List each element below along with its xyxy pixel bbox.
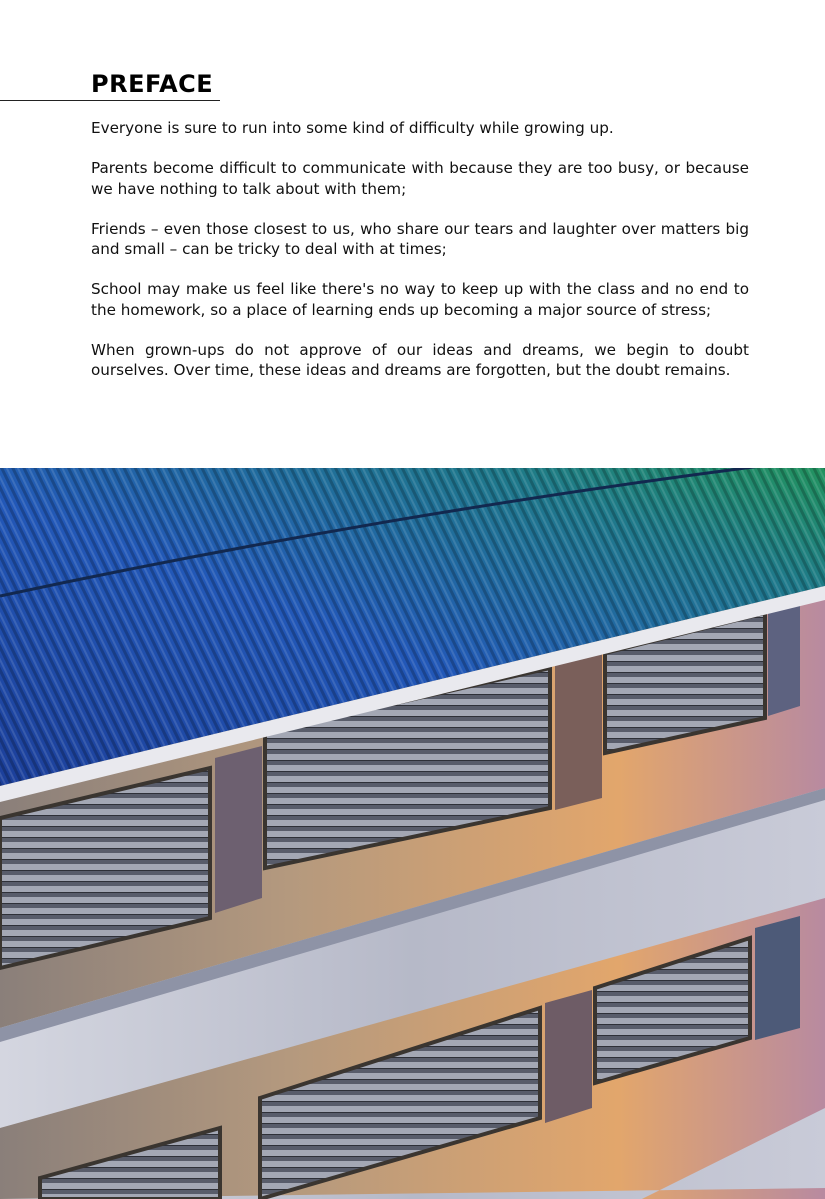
column xyxy=(545,990,592,1123)
illustration-svg xyxy=(0,468,825,1199)
school-building-illustration xyxy=(0,468,825,1199)
paragraph-5: When grown-ups do not approve of our ideas and dreams, we begin to doubt ourselves. Over time, these ideas and dreams are forgotten, but the doubt remains. xyxy=(91,341,749,380)
heading-block xyxy=(0,68,220,102)
column xyxy=(768,600,800,716)
paragraph-2: Parents become difficult to communicate with because they are too busy, or because we have nothing to talk about with them; xyxy=(91,159,749,198)
paragraph-3: Friends – even those closest to us, who share our tears and laughter over matters big and small – can be tricky to deal with at times; xyxy=(91,219,749,259)
column xyxy=(215,746,262,913)
preface-body xyxy=(91,118,749,401)
paragraph-4: School may make us feel like there's no way to keep up with the class and no end to the homework, so a place of learning ends up becoming a major source of stress; xyxy=(91,280,749,319)
column xyxy=(755,916,800,1040)
heading-underline xyxy=(0,100,220,101)
page-heading: PREFACE xyxy=(91,70,214,98)
paragraph-1: Everyone is sure to run into some kind of difficulty while growing up. xyxy=(91,119,614,137)
column xyxy=(555,653,602,810)
